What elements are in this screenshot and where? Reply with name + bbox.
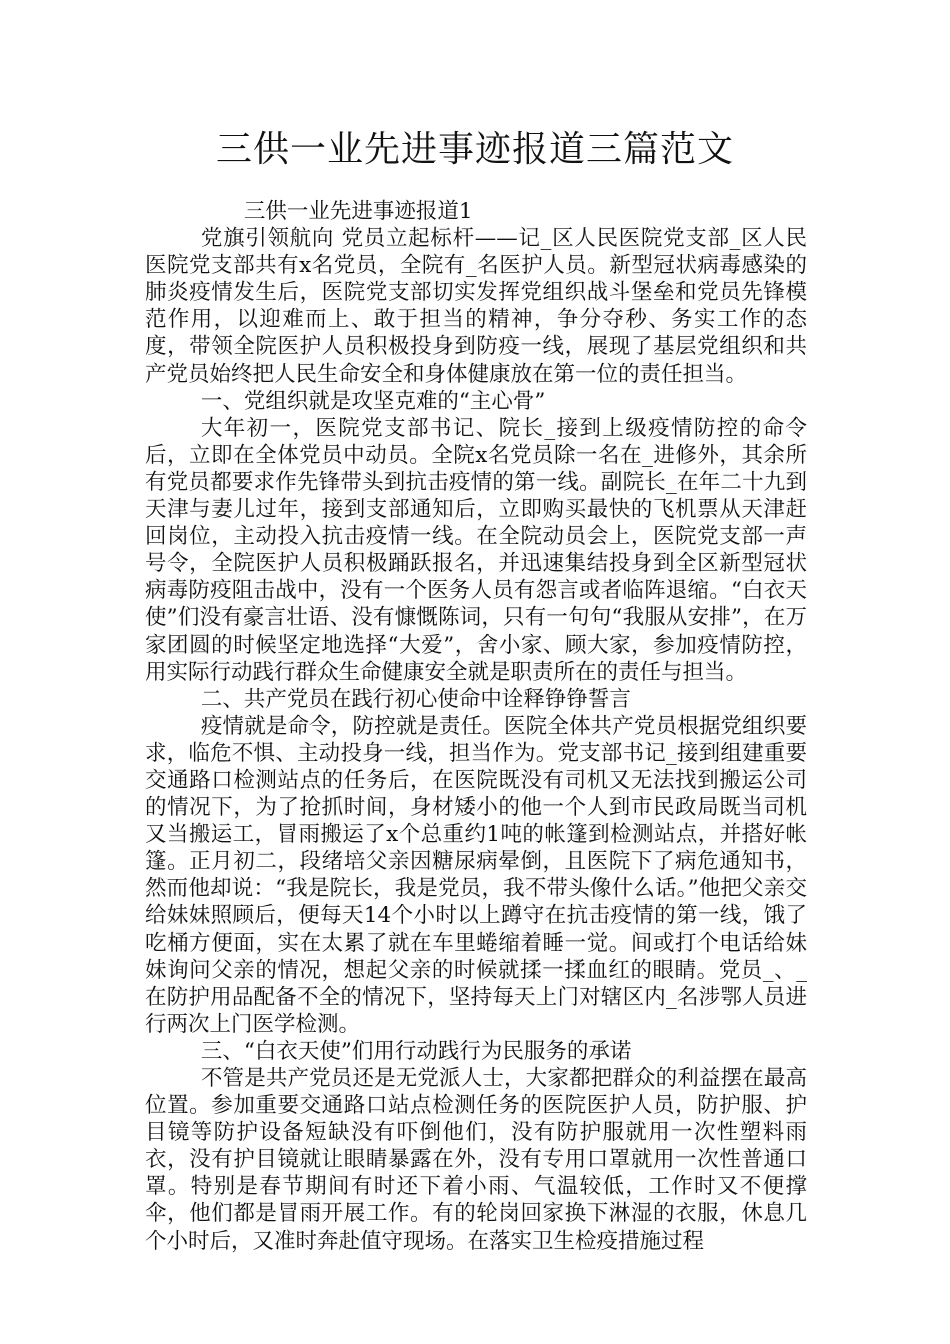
section-heading: 二、共产党员在践行初心使命中诠释铮铮誓言 xyxy=(200,686,631,712)
body-paragraph: 党旗引领航向 党员立起标杆——记_区人民医院党支部_区人民医院党支部共有x名党员，全院有_名医护人员。新型冠状病毒感染的肺炎疫情发生后，医院党支部切实发挥党组织战斗堡垒和党员先锋模范作用，以迎难而上、敢于担当的精神，争分夺秒、务实工作的态度，带领全院医护人员积极投身到防疫一线，展现了基层党组织和共产党员始终把人民生命安全和身体健康放在第一位的责任担当。 xyxy=(145,226,807,387)
document-title: 三供一业先进事迹报道三篇范文 xyxy=(215,129,734,170)
body-paragraph: 不管是共产党员还是无党派人士，大家都把群众的利益摆在最高位置。参加重要交通路口站点检测任务的医院医护人员，防护服、护目镜等防护设备短缺没有吓倒他们，没有防护服就用一次性塑料雨衣，没有护目镜就让眼睛暴露在外，没有专用口罩就用一次性普通口罩。特别是春节期间有时还下着小雨、气温较低，工作时又不便撑伞，他们都是冒雨开展工作。有的轮岗回家换下淋湿的衣服，休息几个小时后，又准时奔赴值守现场。在落实卫生检疫措施过程 xyxy=(145,1066,807,1254)
section-heading: 三、“白衣天使”们用行动践行为民服务的承诺 xyxy=(200,1038,632,1064)
document-body xyxy=(145,198,807,1255)
section-subtitle: 三供一业先进事迹报道1 xyxy=(243,199,473,224)
body-paragraph: 大年初一，医院党支部书记、院长_接到上级疫情防控的命令后，立即在全体党员中动员。全院x名党员除一名在_进修外，其余所有党员都要求作先锋带头到抗击疫情的第一线。副院长_在年二十九到天津与妻儿过年，接到支部通知后，立即购买最快的飞机票从天津赶回岗位，主动投入抗击疫情一线。在全院动员会上，医院党支部一声号令，全院医护人员积极踊跃报名，并迅速集结投身到全区新型冠状病毒防疫阻击战中，没有一个医务人员有怨言或者临阵退缩。“白衣天使”们没有豪言壮语、没有慷慨陈词，只有一句句“我服从安排”，在万家团圆的时候坚定地选择“大爱”，舍小家、顾大家，参加疫情防控，用实际行动践行群众生命健康安全就是职责所在的责任与担当。 xyxy=(145,415,807,685)
body-paragraph: 疫情就是命令，防控就是责任。医院全体共产党员根据党组织要求，临危不惧、主动投身一线，担当作为。党支部书记_接到组建重要交通路口检测站点的任务后，在医院既没有司机又无法找到搬运公司的情况下，为了抢抓时间，身材矮小的他一个人到市民政局既当司机又当搬运工，冒雨搬运了x个总重约1吨的帐篷到检测站点，并搭好帐篷。正月初二，段绪培父亲因糖尿病晕倒，且医院下了病危通知书，然而他却说：“我是院长，我是党员，我不带头像什么话。”他把父亲交给妹妹照顾后，便每天14个小时以上蹲守在抗击疫情的第一线，饿了吃桶方便面，实在太累了就在车里蜷缩着睡一觉。间或打个电话给妹妹询问父亲的情况，想起父亲的时候就揉一揉血红的眼睛。党员_、_在防护用品配备不全的情况下，坚持每天上门对辖区内_名涉鄂人员进行两次上门医学检测。 xyxy=(145,713,807,1037)
section-heading: 一、党组织就是攻坚克难的“主心骨” xyxy=(200,388,546,414)
